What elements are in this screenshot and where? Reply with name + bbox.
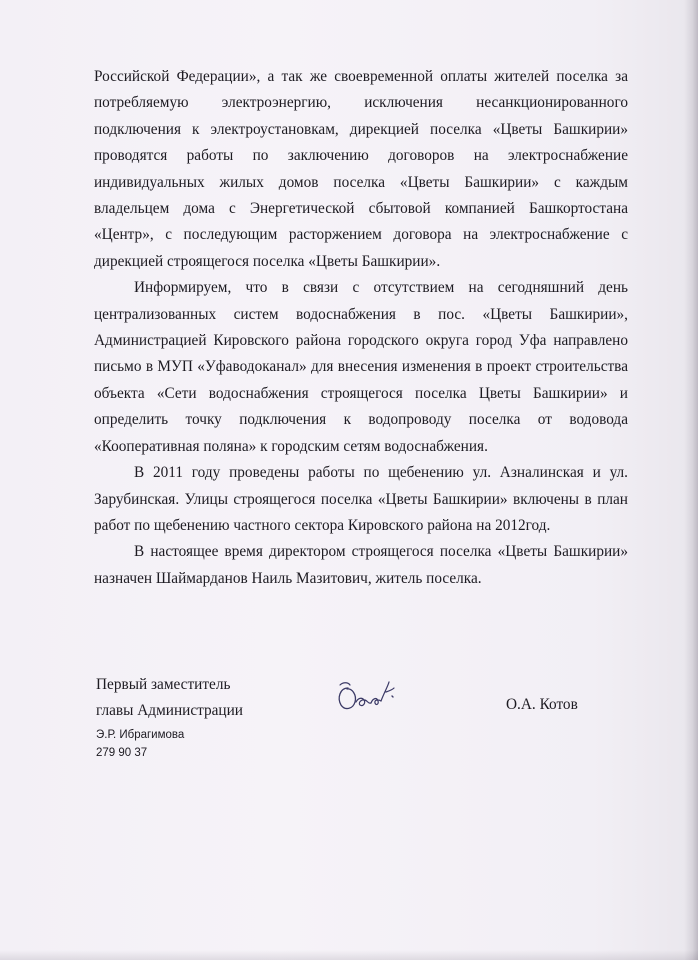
signer-name: О.А. Котов	[506, 696, 578, 713]
page-edge-shadow	[684, 0, 698, 960]
signatory-title-line-1: Первый заместитель	[96, 676, 231, 693]
page-bottom-shadow	[0, 950, 698, 960]
paragraph-electricity: Российской Федерации», а так же своевременной оплаты жителей поселка за потребляемую электроэнергию, исключения несанкционированного подключения к электроустановкам, дирекцией поселка «Цветы Башкирии» проводятся работы по заключению договоров на электроснабжение индивидуальных жилых домов поселка «Цветы Башкирии» с каждым владельцем дома с Энергетической сбытовой компанией Башкортостана «Центр», с последующим расторжением договора на электроснабжение с дирекцией строящегося поселка «Цветы Башкирии».	[94, 68, 628, 270]
signatory-title-line-2: главы Администрации	[96, 702, 243, 720]
signatory-title	[96, 672, 243, 725]
executor-name: Э.Р. Ибрагимова	[96, 729, 185, 741]
paragraph-streets: В 2011 году проведены работы по щебенению ул. Азналинская и ул. Зарубинская. Улицы строящегося поселка «Цветы Башкирии» включены в план работ по щебенению частного сектора Кировского района на 2012год.	[94, 464, 628, 534]
executor-phone: 279 90 37	[96, 747, 148, 759]
paragraph-director: В настоящее время директором строящегося поселка «Цветы Башкирии» назначен Шаймарданов Наиль Мазитович, житель поселка.	[94, 543, 628, 587]
executor-info	[96, 726, 184, 762]
paragraph-water-supply: Информируем, что в связи с отсутствием на сегодняшний день централизованных систем водоснабжения в пос. «Цветы Башкирии», Администрацией Кировского района городского округа город Уфа направлено письмо в МУП «Уфаводоканал» для внесения изменения в проект строительства объекта «Сети водоснабжения строящегося поселка Цветы Башкирии» и определить точку подключения к водопроводу поселка от водовода «Кооперативная поляна» к городским сетям водоснабжения.	[94, 279, 628, 455]
letter-body	[94, 64, 628, 592]
handwritten-signature	[334, 676, 402, 716]
